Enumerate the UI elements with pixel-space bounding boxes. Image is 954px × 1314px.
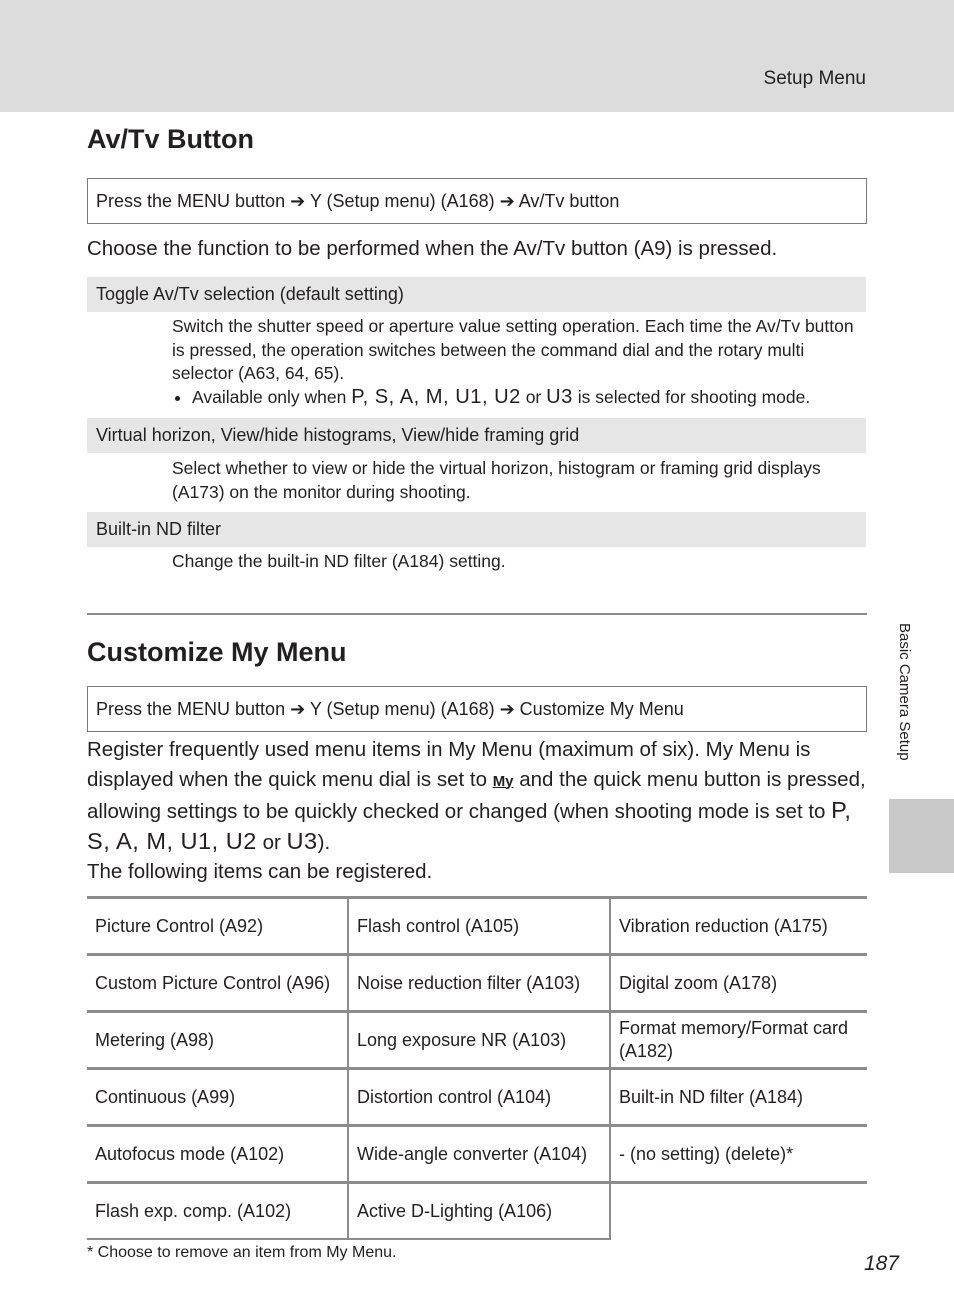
table-cell: Custom Picture Control (A96) (87, 955, 348, 1012)
option-bullet-list (172, 386, 862, 410)
option-label: Virtual horizon, View/hide histograms, View/hide framing grid (96, 425, 580, 445)
intro-text: and the quick menu button is pressed, allowing settings to be quickly checked or changed (when shooting mode is set to (87, 767, 866, 823)
table-cell: Digital zoom (A178) (610, 955, 867, 1012)
option-band-nd-filter (87, 512, 866, 547)
table-cell: Autofocus mode (A102) (87, 1126, 348, 1183)
running-header: Setup Menu (763, 68, 866, 89)
mymenu-section-title: Customize My Menu (87, 637, 347, 667)
table-row (87, 1012, 867, 1069)
table-cell: Built-in ND filter (A184) (610, 1069, 867, 1126)
header-band (0, 0, 954, 112)
option-desc-virtual-horizon: Select whether to view or hide the virtual horizon, histogram or framing grid displays (A173) on the monitor during shooting. (172, 458, 821, 502)
avtv-intro: Choose the function to be performed when the Av/Tv button (A9) is pressed. (87, 237, 778, 260)
my-menu-items-table (87, 896, 867, 1240)
intro-close: ). (317, 830, 331, 854)
page-number: 187 (863, 1252, 899, 1275)
table-cell: Continuous (A99) (87, 1069, 348, 1126)
avtv-section-title: Av/Tv Button (87, 124, 254, 154)
side-tab-label: Basic Camera Setup (896, 623, 913, 761)
mymenu-menu-path (87, 686, 867, 732)
table-cell: Active D-Lighting (A106) (348, 1183, 610, 1240)
table-cell: Long exposure NR (A103) (348, 1012, 610, 1069)
table-cell: Vibration reduction (A175) (610, 898, 867, 955)
footnote: * Choose to remove an item from My Menu. (87, 1244, 397, 1261)
bullet-suffix: is selected for shooting mode. (577, 386, 811, 407)
table-cell: Noise reduction filter (A103) (348, 955, 610, 1012)
option-desc-text: Switch the shutter speed or aperture value setting operation. Each time the Av/Tv button is pressed, the operation switches between the command dial and the rotary multi selector (A63, 64, 65). (172, 316, 854, 383)
avtv-menu-path (87, 178, 867, 224)
table-cell: Picture Control (A92) (87, 898, 348, 955)
table-row (87, 1069, 867, 1126)
table-cell: Flash control (A105) (348, 898, 610, 955)
section-divider (87, 613, 867, 615)
option-desc-toggle (172, 315, 862, 409)
mymenu-intro (87, 735, 872, 887)
option-label: Built-in ND filter (96, 519, 222, 539)
side-tab-marker (889, 799, 954, 873)
table-row (87, 1126, 867, 1183)
table-row (87, 1183, 867, 1240)
table-cell: Wide-angle converter (A104) (348, 1126, 610, 1183)
table-cell: Format memory/Format card (A182) (610, 1012, 867, 1069)
table-cell-empty (610, 1183, 867, 1240)
option-desc-nd-filter: Change the built-in ND filter (A184) setting. (172, 551, 506, 571)
option-bullet (192, 386, 862, 410)
option-band-toggle (87, 277, 866, 312)
mymenu-menu-path-text: Press the MENU button ➔ Y (Setup menu) (A168) ➔ Customize My Menu (96, 698, 684, 719)
avtv-menu-path-text: Press the MENU button ➔ Y (Setup menu) (A168) ➔ Av/Tv button (96, 190, 620, 211)
table-row (87, 898, 867, 955)
table-cell: Flash exp. comp. (A102) (87, 1183, 348, 1240)
table-row (87, 955, 867, 1012)
bullet-prefix: Available only when (192, 386, 347, 407)
my-menu-icon: My (492, 772, 514, 790)
bullet-or: or (525, 386, 542, 407)
intro-text: Register frequently used menu items in My Menu (maximum of six). My Menu is displayed when the quick menu dial is set to (87, 738, 811, 791)
shooting-mode-u3: U3 (546, 385, 573, 408)
table-cell: Distortion control (A104) (348, 1069, 610, 1126)
table-cell: - (no setting) (delete)* (610, 1126, 867, 1183)
shooting-mode-u3: U3 (286, 827, 318, 854)
shooting-modes: P, S, A, M, U1, U2 (351, 385, 521, 408)
shooting-modes: P, S, A, M, U1, U2 (87, 797, 852, 854)
option-band-virtual-horizon (87, 418, 866, 453)
intro-or: or (262, 830, 281, 854)
option-label: Toggle Av/Tv selection (default setting) (96, 284, 404, 304)
intro-line2: The following items can be registered. (87, 860, 433, 883)
table-cell: Metering (A98) (87, 1012, 348, 1069)
